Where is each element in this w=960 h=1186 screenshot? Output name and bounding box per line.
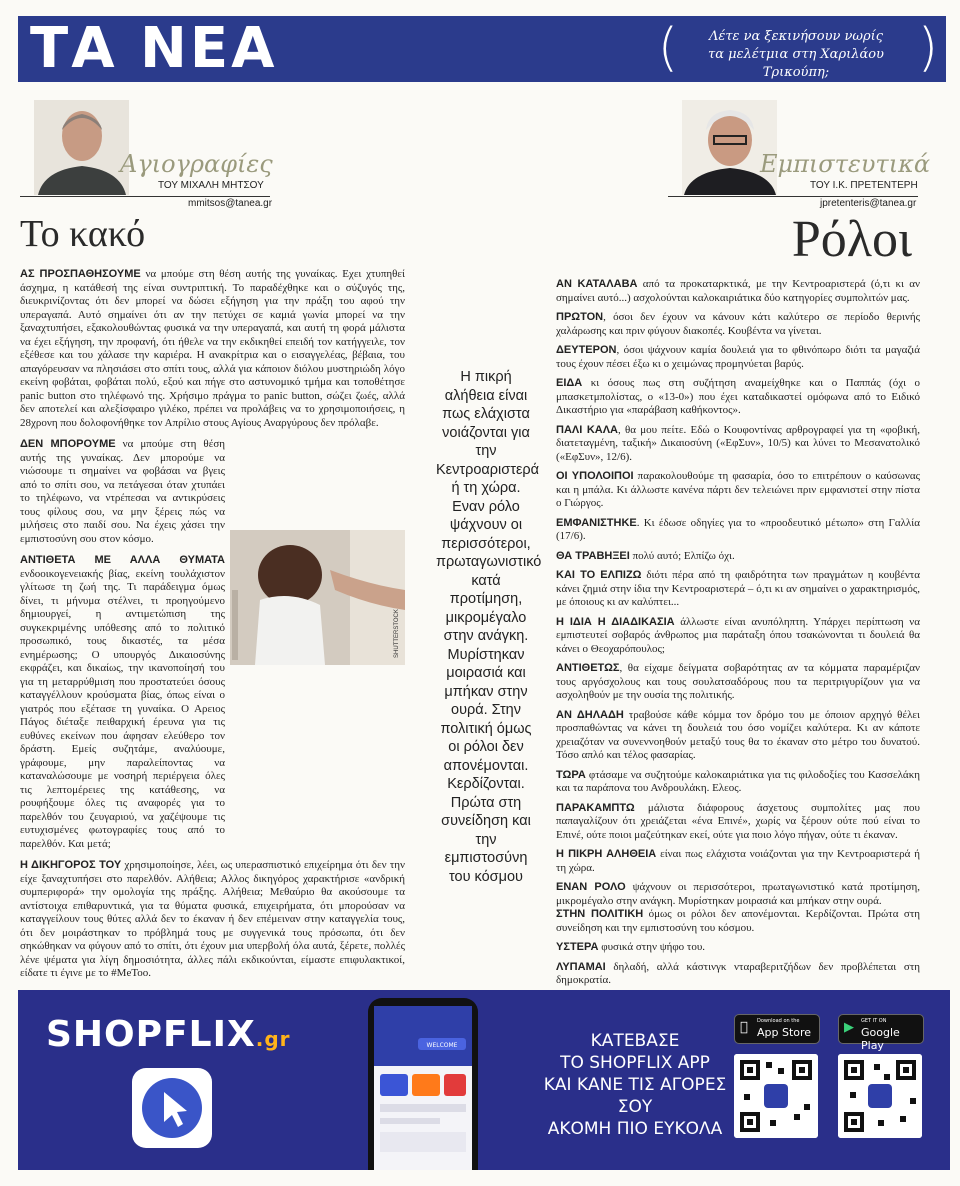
column-name-right: Εμπιστευτικά xyxy=(760,150,931,178)
app-store-small: Download on the xyxy=(757,1018,800,1024)
ad-line-2: ΤΟ SHOPFLIX APP xyxy=(560,1053,710,1073)
pull-quote: Η πικρή αλήθεια είναι πως ελάχιστα νοιάζονται για την Κεντροαριστερά ή τη χώρα. Εναν ρόλο ψάχνουν οι περισσότεροι, πρωταγωνιστικό κατά προτίμηση, μικρομέγαλο στην ανάγκη. Μυρίστηκαν μοιρασιά και μπήκαν στην ουρά. Στην πολιτική όμως οι ρόλοι δεν απονέμονται. Κερδίζονται. Πρώτα στη συνείδηση και την εμπιστοσύνη του κόσμου xyxy=(436,369,542,885)
right-paragraph xyxy=(556,709,920,763)
qr-code-app-store[interactable] xyxy=(734,1054,818,1138)
paragraph-text: φτάσαμε να συζητούμε καλοκαιριάτικα για τις φιλοδοξίες του Κασσελάκη και τα παράπονα του Ανδρουλάκη. Ελεος. xyxy=(556,768,920,794)
right-paragraph xyxy=(556,662,920,703)
paragraph-lead: ΑΝΤΙΘΕΤΑ ΜΕ ΑΛΛΑ ΘΥΜΑΤΑ xyxy=(20,554,225,566)
right-paragraph xyxy=(556,377,920,418)
paragraph-lead: ΠΑΛΙ ΚΑΛΑ xyxy=(556,423,618,436)
qr-code-google-play[interactable] xyxy=(838,1054,922,1138)
paragraph-text: , όσοι ψάχνουν καμία δουλειά για το φθινόπωρο διότι τα μαγαζιά τους έχουν πέσει έξω κι ο χειμώνας προμηνύεται βαρύς. xyxy=(556,344,920,370)
masthead xyxy=(18,16,946,82)
ad-call-to-action xyxy=(540,1030,730,1140)
right-paragraph xyxy=(556,550,920,564)
google-play-icon: ▶ xyxy=(844,1020,854,1035)
phone-banner-text: WELCOME xyxy=(426,1042,458,1049)
newspaper-logo: ΤΑ ΝΕΑ xyxy=(30,16,278,81)
paragraph-text: παρακολουθούμε τη φασαρία, όσο το επιτρέπουν ο καύσωνας και η μπάλα. Κι άλλωστε κανένα πάρτι δεν τελειώνει πριν εμφανιστεί στην πίστα ο Γιώργος. xyxy=(556,470,920,509)
paragraph-lead: ΛΥΠΑΜΑΙ xyxy=(556,960,606,973)
paragraph-text: κι όσους πως στη συζήτηση αναμείχθηκε και ο Παππάς (όχι ο μπασκετμπολίστας, ο «13-0») που έχει καταδικαστεί ομόφωνα από το Ειδικό Δικαστήριο για «παράβαση καθήκοντος». xyxy=(556,377,920,416)
paren-left-icon: ( xyxy=(657,18,678,78)
paragraph-lead: ΠΡΩΤΟΝ xyxy=(556,311,604,323)
paragraph-text: , όσοι δεν έχουν να κάνουν κάτι καλύτερο σε περίοδο θερινής χαλάρωσης και πριν φύγουν διακοπές. Κουβέντα να γίνεται. xyxy=(556,311,920,337)
paragraph-lead: ΔΕΝ ΜΠΟΡΟΥΜΕ xyxy=(20,438,116,450)
app-store-label: App Store xyxy=(757,1026,812,1039)
right-article-body xyxy=(556,278,920,1013)
right-paragraph xyxy=(556,470,920,511)
paragraph-lead: ΑΝ ΔΗΛΑΔΗ xyxy=(556,708,624,721)
paragraph-lead: Η ΠΙΚΡΗ ΑΛΗΘΕΙΑ xyxy=(556,848,657,860)
column-name-left: Αγιογραφίες xyxy=(120,150,273,178)
article-title-left: Το κακό xyxy=(20,213,146,255)
shopflix-suffix: .gr xyxy=(255,1027,291,1051)
shopflix-ad-banner[interactable] xyxy=(18,990,950,1170)
author-photo-mitsos xyxy=(34,100,129,195)
right-paragraph xyxy=(556,941,920,955)
paragraph-lead: ΔΕΥΤΕΡΟΝ xyxy=(556,344,617,356)
google-play-button[interactable] xyxy=(838,1014,924,1052)
google-play-label: Google Play xyxy=(861,1026,900,1052)
byline-right: ΤΟΥ Ι.Κ. ΠΡΕΤΕΝΤΕΡΗ xyxy=(810,180,918,191)
left-paragraph xyxy=(20,438,225,546)
shopflix-brand: SHOPFLIX xyxy=(46,1014,256,1055)
paragraph-text: ενδοοικογενειακής βίας, εκείνη τουλάχιστον γλίτωσε τη ζωή της. Τι παράδειγμα όμως δίνει, τι μήνυμα στέλνει, τι προηγούμενο δημιουργεί, η αντιμετώπιση της συγκεκριμένης υπόθεσης από το πολιτικό προσωπικό, τους δικαστές, τα μέσα ενημέρωσης; Ο υπουργός Δικαιοσύνης εκφράζει, και δικαίως, την ικανοποίησή του για τη μεταρρύθμιση που προστατεύει όσους καταγγέλλουν κρούσματα βίας, όπως είναι ο γιατρός που εξέτασε τη γυναίκα. Ο Αρειος Πάγος διέταξε πειθαρχική έρευνα για τις ευθύνες εκείνων που άφησαν ελεύθερο τον δράστη. Εμείς συζητάμε, αναλύουμε, γράφουμε, μην παραλείποντας να καταναλώσουμε με νοσηρή περιέργεια όλες τις λεπτομέρειες της κατάθεσης, να ρουφήξουμε όλες τις αναφορές για το παρελθόν του ζευγαριού, να χαζέψουμε τις ευτυχισμένες φωτογραφίες τους από το παρελθόν. Και μετά; xyxy=(20,567,225,850)
paragraph-text: φυσικά στην ψήφο του. xyxy=(598,941,706,953)
paragraph-text: ψάχνουν οι περισσότεροι, πρωταγωνιστικό κατά προτίμηση, μικρομέγαλο στην ανάγκη. Μυρίστηκαν μοιρασιά και μπήκαν στην ουρά. xyxy=(556,881,920,907)
header-rule-right xyxy=(668,196,918,197)
right-paragraph xyxy=(556,424,920,465)
paragraph-lead: ΣΤΗΝ ΠΟΛΙΤΙΚΗ xyxy=(556,908,644,920)
ad-line-4: ΑΚΟΜΗ ΠΙΟ ΕΥΚΟΛΑ xyxy=(547,1119,723,1139)
paragraph-text: δηλαδή, αλλά κάστινγκ νταραβεριτζήδων δεν προβλέπεται στη δημοκρατία. xyxy=(556,960,920,986)
teaser-line-1: Λέτε να ξεκινήσουν νωρίς xyxy=(708,29,884,44)
paragraph-text: διότι πέρα από τη φαιδρότητα των πραγμάτων η κουβέντα κάνει ζημιά στην ίδια την Κεντροαριστερά – ό,τι κι αν σημαίνει ο χαρακτηρισμός, με όποιους κι αν καλύπτει... xyxy=(556,569,920,608)
shopflix-logo xyxy=(46,1014,291,1055)
paragraph-text: , θα μου πείτε. Εδώ ο Κουφοντίνας αρθρογραφεί για τη «φοβική, διατεταγμένη, ταξική» Δικαιοσύνη («ΕφΣυν», 10/5) και λύνει το Μεσανατολικό («ΕφΣυν», 12/6). xyxy=(556,423,920,463)
paragraph-lead: ΕΙΔΑ xyxy=(556,377,583,389)
right-paragraph xyxy=(556,311,920,338)
paragraph-text: από τα προκαταρκτικά, με την Κεντροαριστερά (ό,τι κι αν σημαίνει αυτό...) ασχολούνται καλοκαιριάτικα δύο κατηγορίες συμπολιτών μας. xyxy=(556,278,920,304)
paragraph-text: τραβούσε κάθε κόμμα τον δρόμο του με όποιον αρχηγό θέλει προσπαθώντας να κάνει τη δουλειά του όσο νομίζει καλύτερα. Κι αν κάποτε χρειαζόταν να συνεννοηθούν μεταξύ τους θα το έκαναν στο μέτρο του δυνατού. Τόσο απλό και τέλος φασαρίας. xyxy=(556,708,920,761)
paragraph-text: είναι πως ελάχιστα νοιάζονται για την Κεντροαριστερά ή τη χώρα. xyxy=(556,848,920,874)
cursor-icon xyxy=(142,1078,202,1138)
apple-icon xyxy=(740,1020,748,1035)
ad-line-1: ΚΑΤΕΒΑΣΕ xyxy=(590,1031,680,1051)
ad-line-3: ΚΑΙ ΚΑΝΕ ΤΙΣ ΑΓΟΡΕΣ ΣΟΥ xyxy=(543,1075,727,1117)
paragraph-text: να μπούμε στη θέση αυτής της γυναίκας. Εχει χτυπηθεί άσχημα, η κατάθεσή της είναι συντριπτική. Το παραδέχθηκε και ο σύζυγός της, διευκρινίζοντας ότι δεν μπορεί να δώσει εξήγηση για την πράξη του αφού την υπεραγαπά. Αυτό σημαίνει ότι αν την πετύχει σε καμιά γωνία μπορεί να την ξαναχτυπήσει, εξακολουθώντας φυσικά να την υπεραγαπά, και αυτή τη φορά μάλιστα να έχει εξήγηση, την προφανή, ότι ήθελε να την εκδικηθεί επειδή τον κατήγγειλε, τον εξέθεσε και του χάλασε την καριέρα. Η ανακρίτρια και ο εισαγγελέας, βέβαια, του απαγόρευσαν να πλησιάσει στο σπίτι τους, αλλά για κάποιον διόλου μυστηριώδη λόγο εκείνη φοβάται, φοβάται πολύ, εξού και πήγε στο αστυνομικό τμήμα και τοποθέτησε panic button στο τηλέφωνό της. Χρήσιμο πράγμα το panic button, σώζει ζωές, αλλά δεν αποτελεί και αλεξίσφαιρο γιλέκο, πρέπει να προλάβεις να το χρησιμοποιήσεις, η 28χρονη που δολοφονήθηκε τον Απρίλιο στους Αγίους Αναργύρους δεν πρόλαβε. xyxy=(20,268,405,429)
paragraph-text: να μπούμε στη θέση αυτής της γυναίκας. Δεν μπορούμε να νιώσουμε τι σημαίνει να φοβάσαι να βγεις από το σπίτι σου, να πετάγεσαι όταν χτυπάει το τηλέφωνο, να ντρέπεσαι να αντικρύσεις τους φίλους σου, να μην ξέρεις πώς να μιλήσεις στο παιδί σου. Να έχεις χάσει την εμπιστοσύνη σου στον κόσμο. xyxy=(20,438,225,545)
paragraph-lead: ΚΑΙ ΤΟ ΕΛΠΙΖΩ xyxy=(556,569,642,581)
paragraph-lead: ΑΝΤΙΘΕΤΩΣ xyxy=(556,662,620,674)
paragraph-lead: ΑΝ ΚΑΤΑΛΑΒΑ xyxy=(556,278,638,290)
google-play-small: GET IT ON xyxy=(861,1018,887,1024)
left-paragraph xyxy=(20,859,405,981)
paragraph-lead: Η ΔΙΚΗΓΟΡΟΣ ΤΟΥ xyxy=(20,859,122,871)
paragraph-lead: ΘΑ ΤΡΑΒΗΞΕΙ xyxy=(556,549,630,562)
right-paragraph xyxy=(556,881,920,908)
right-paragraph xyxy=(556,616,920,657)
paragraph-lead: ΕΝΑΝ ΡΟΛΟ xyxy=(556,881,626,893)
byline-left: ΤΟΥ ΜΙΧΑΛΗ ΜΗΤΣΟΥ xyxy=(158,180,264,191)
domestic-violence-photo xyxy=(230,530,405,665)
paragraph-text: χρησιμοποίησε, λέει, ως υπερασπιστικό επιχείρημα ότι δεν την είχε ξαναχτυπήσει στο παρελθόν. Αλήθεια; Αλλος δικηγόρος χαρακτήρισε «ανδρική συμπεριφορά» την ομολογία της πράξης. Αλήθεια; Μεθαύριο θα ακούσουμε τα αντίστοιχα επιθαρυντικά, για τα θύματα φυσικά, επιχειρήματα, ότι μπορούσαν να καταγγείλουν τους θύτες αλλά δεν το έκαναν ή δεν επέμειναν στην καταγγελία τους, ότι δεν μοιράστηκαν το πρόβλημά τους με συγγενικά τους πρόσωπα, ότι δεν σηκώθηκαν να φύγουν από το σπίτι, ότι έχουν μια υπερβολή όλα αυτά, ξέρετε, πολλές λένε ψέματα για λίγη δημοσιότητα, άλλες πάλι εκδικούνται, είμαστε επιφυλακτικοί, είδατε τι έγινε με το #MeToo. xyxy=(20,859,405,979)
right-paragraph xyxy=(556,769,920,796)
right-paragraph xyxy=(556,517,920,544)
paragraph-lead: Η ΙΔΙΑ Η ΔΙΑΔΙΚΑΣΙΑ xyxy=(556,615,675,628)
article-title-right: Ρόλοι xyxy=(791,211,912,268)
paragraph-lead: ΥΣΤΕΡΑ xyxy=(556,941,599,953)
photo-credit: SHUTTERSTOCK xyxy=(394,609,400,658)
masthead-teaser xyxy=(676,28,916,82)
paragraph-text: όμως οι ρόλοι δεν απονέμονται. Κερδίζονται. Πρώτα στη συνείδηση και την εμπιστοσύνη του κόσμου. xyxy=(556,908,921,934)
right-paragraph xyxy=(556,569,920,610)
email-right: jpretenteris@tanea.gr xyxy=(820,198,917,209)
paragraph-lead: ΠΑΡΑΚΑΜΠΤΩ xyxy=(556,801,635,814)
app-store-button[interactable] xyxy=(734,1014,820,1044)
right-paragraph xyxy=(556,848,920,875)
paragraph-text: μάλιστα διάφορους άσχετους συμπολίτες μας που παπαγαλίζουν ότι χρειάζεται «ένα Επινέ», χωρίς να ξέρουν ούτε πού είναι το Επινέ, ούτε ποιοι μαζεύτηκαν εκεί, ούτε για ποιο λόγο πήγαν, ούτε τι έκαναν. xyxy=(556,801,920,841)
left-paragraph xyxy=(20,554,225,851)
right-paragraph xyxy=(556,344,920,371)
email-left: mmitsos@tanea.gr xyxy=(188,198,273,209)
paragraph-text: , θα είχαμε δείγματα σοβαρότητας αν τα κόμματα παραμέριζαν τους αργόσχολους και τους σουλατσαδόρους που τα περιτριγυρίζουν για να ασχοληθούν με την ουσία της πολιτικής. xyxy=(556,662,920,701)
paragraph-text: πολύ αυτό; Ελπίζω όχι. xyxy=(629,549,735,562)
paragraph-lead: ΟΙ ΥΠΟΛΟΙΠΟΙ xyxy=(556,470,634,482)
paragraph-lead: ΕΜΦΑΝΙΣΤΗΚΕ xyxy=(556,516,637,529)
right-paragraph xyxy=(556,802,920,843)
right-paragraph xyxy=(556,278,920,305)
shopflix-app-icon xyxy=(132,1068,212,1148)
header-rule-left xyxy=(20,196,270,197)
author-photo-pretenteris xyxy=(682,100,777,195)
teaser-line-2: τα μελέτμια στη Χαριλάου Τρικούπη; xyxy=(708,47,884,80)
left-paragraph xyxy=(20,268,405,430)
right-paragraph xyxy=(556,908,920,935)
paragraph-text: . Κι έδωσε οδηγίες για το «προοδευτικό μέτωπο» στη Γαλλία (17/6). xyxy=(556,516,920,542)
paragraph-lead: ΤΩΡΑ xyxy=(556,768,586,781)
paren-right-icon: ) xyxy=(917,18,938,78)
paragraph-lead: ΑΣ ΠΡΟΣΠΑΘΗΣΟΥΜΕ xyxy=(20,268,141,280)
right-paragraph xyxy=(556,961,920,988)
phone-mockup xyxy=(348,998,498,1170)
paragraph-text: άλλωστε είναι ανυπόληπτη. Υπάρχει περίπτωση να εμπιστευτεί σοβαρός άνθρωπος μια παράταξη όπου τσακώνονται τι δουλειά θα κάνει ο Θεοχαρόπουλος; xyxy=(556,615,920,655)
